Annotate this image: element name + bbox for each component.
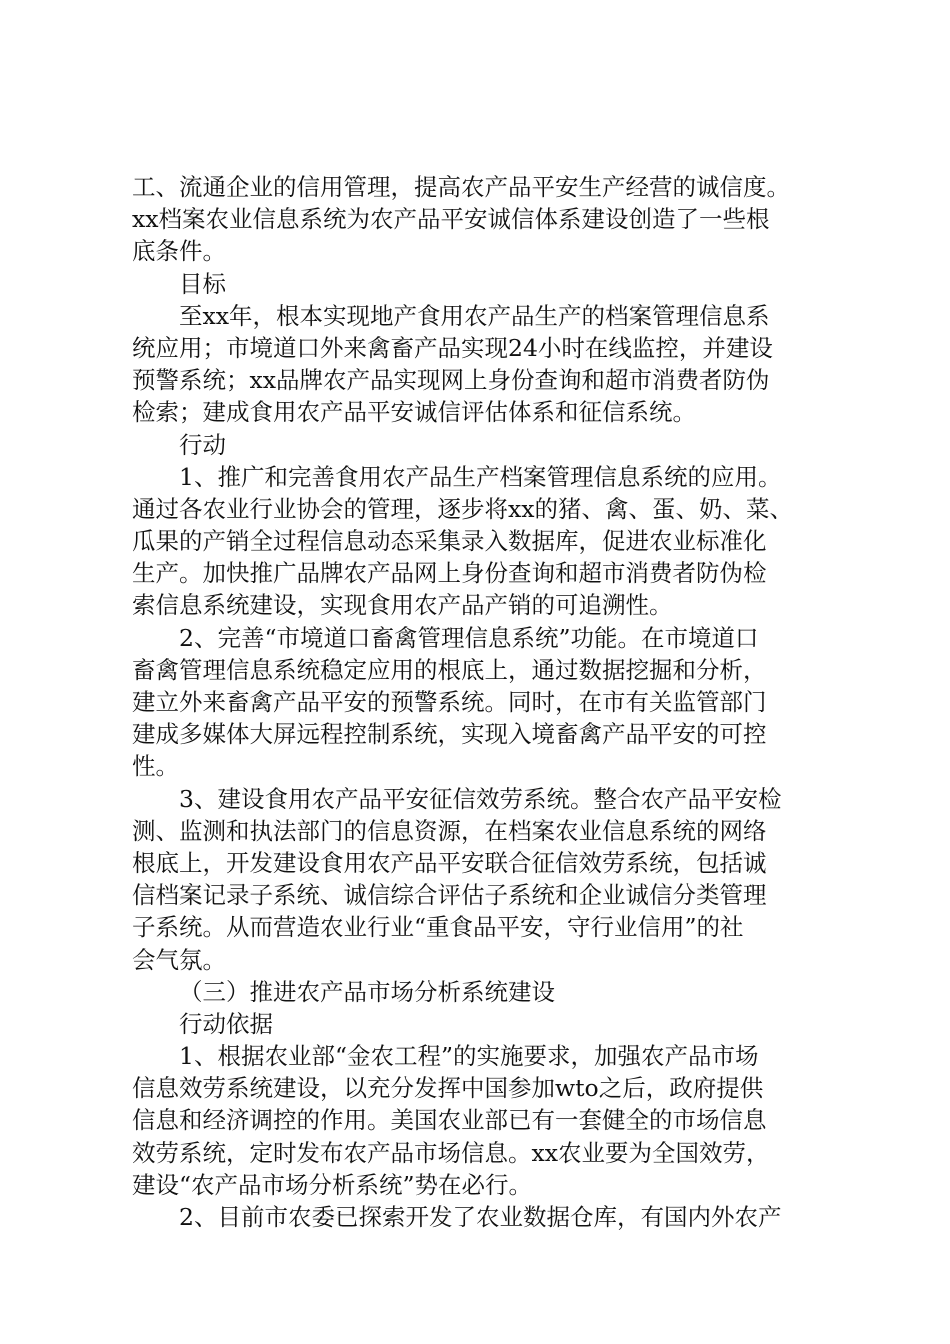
document-line: 畜禽管理信息系统稳定应用的根底上，通过数据挖掘和分析，: [132, 655, 767, 684]
document-line: xx档案农业信息系统为农产品平安诚信体系建设创造了一些根: [132, 205, 770, 234]
document-line: 性。: [132, 752, 179, 781]
document-line: 目标: [179, 269, 226, 298]
document-line: 1、根据农业部“金农工程”的实施要求，加强农产品市场: [179, 1042, 759, 1071]
document-line: 信息和经济调控的作用。美国农业部已有一套健全的市场信息: [132, 1106, 767, 1135]
document-line: 1、推广和完善食用农产品生产档案管理信息系统的应用。: [179, 462, 782, 491]
document-line: 测、监测和执法部门的信息资源，在档案农业信息系统的网络: [132, 816, 767, 845]
document-line: 行动依据: [179, 1009, 273, 1038]
document-line: 信档案记录子系统、诚信综合评估子系统和企业诚信分类管理: [132, 881, 767, 910]
document-line: 预警系统；xx品牌农产品实现网上身份查询和超市消费者防伪: [132, 366, 770, 395]
document-line: 底条件。: [132, 237, 226, 266]
document-line: 效劳系统，定时发布农产品市场信息。xx农业要为全国效劳，: [132, 1138, 770, 1167]
document-line: 索信息系统建设，实现食用农产品产销的可追溯性。: [132, 591, 673, 620]
document-line: 通过各农业行业协会的管理，逐步将xx的猪、禽、蛋、奶、菜、: [132, 494, 794, 523]
document-line: 子系统。从而营造农业行业“重食品平安，守行业信用”的社: [132, 913, 744, 942]
document-line: 检索；建成食用农产品平安诚信评估体系和征信系统。: [132, 398, 696, 427]
document-line: 会气氛。: [132, 945, 226, 974]
document-line: （三）推进农产品市场分析系统建设: [179, 977, 555, 1006]
document-line: 建设“农产品市场分析系统”势在必行。: [132, 1170, 533, 1199]
document-line: 统应用；市境道口外来禽畜产品实现24小时在线监控，并建设: [132, 333, 773, 362]
document-body: [132, 171, 844, 1233]
document-line: 信息效劳系统建设，以充分发挥中国参加wto之后，政府提供: [132, 1074, 764, 1103]
document-line: 建立外来畜禽产品平安的预警系统。同时，在市有关监管部门: [132, 688, 767, 716]
document-line: 行动: [179, 430, 226, 459]
document-line: 2、目前市农委已探索开发了农业数据仓库，有国内外农产: [179, 1203, 782, 1231]
document-line: 2、完善“市境道口畜禽管理信息系统”功能。在市境道口: [179, 623, 759, 652]
document-line: 工、流通企业的信用管理，提高农产品平安生产经营的诚信度。: [132, 173, 790, 201]
document-line: 生产。加快推广品牌农产品网上身份查询和超市消费者防伪检: [132, 559, 767, 588]
document-line: 瓜果的产销全过程信息动态采集录入数据库，促进农业标准化: [132, 527, 767, 556]
document-line: 3、建设食用农产品平安征信效劳系统。整合农产品平安检: [179, 784, 782, 813]
document-line: 根底上，开发建设食用农产品平安联合征信效劳系统，包括诚: [132, 848, 767, 877]
document-line: 至xx年，根本实现地产食用农产品生产的档案管理信息系: [179, 301, 770, 330]
document-line: 建成多媒体大屏远程控制系统，实现入境畜禽产品平安的可控: [132, 720, 767, 749]
